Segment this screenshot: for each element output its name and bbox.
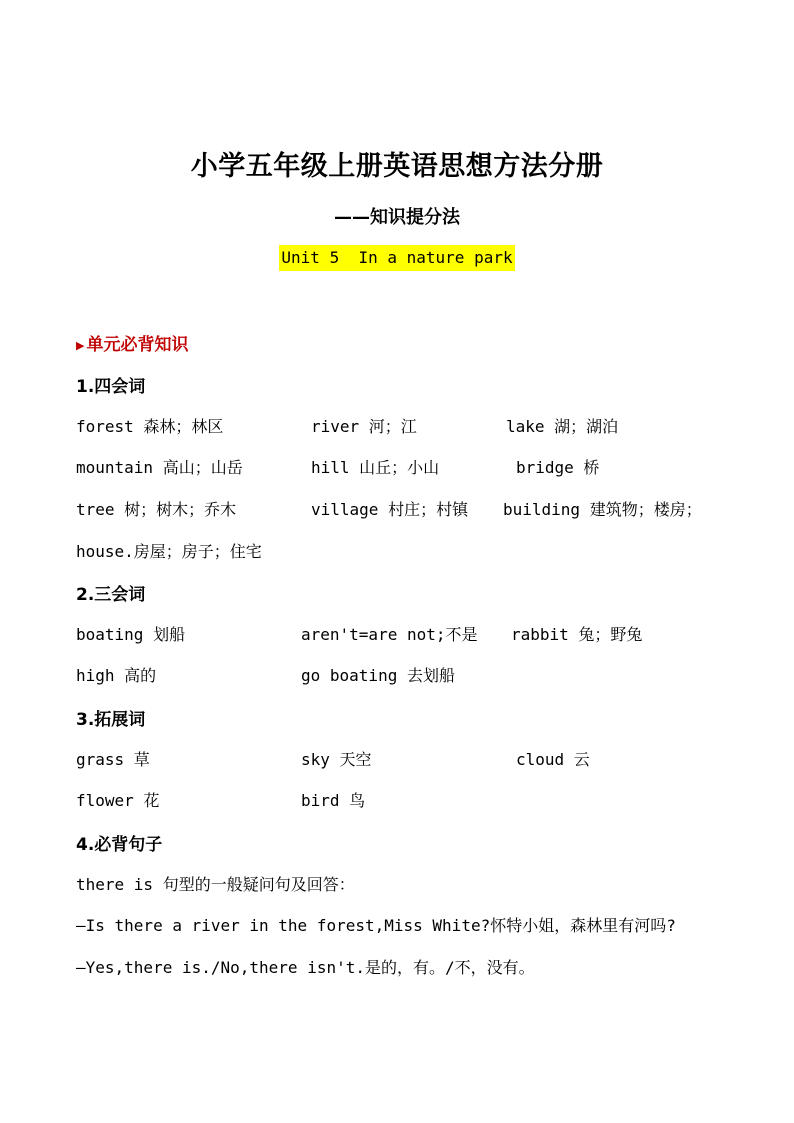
sentence-question: —Is there a river in the forest,Miss White?怀特小姐，森林里有河吗? bbox=[76, 916, 676, 935]
vocab-item: tree 树；树木；乔木 bbox=[76, 500, 237, 519]
heading-three-skill-words: 2.三会词 bbox=[76, 585, 146, 605]
vocab-item: boating 划船 bbox=[76, 625, 186, 644]
vocab-item: bridge 桥 bbox=[516, 458, 600, 477]
vocab-row bbox=[0, 747, 794, 773]
vocab-item: house.房屋；房子；住宅 bbox=[76, 542, 262, 561]
vocab-row bbox=[0, 455, 794, 481]
vocab-row bbox=[0, 788, 794, 814]
unit-title-wrap bbox=[0, 245, 794, 271]
unit-title-highlight: Unit 5 In a nature park bbox=[279, 245, 514, 271]
vocab-item: go boating 去划船 bbox=[301, 666, 455, 685]
sentence-intro: there is 句型的一般疑问句及回答： bbox=[76, 875, 355, 894]
vocab-item: village 村庄；村镇 bbox=[311, 500, 469, 519]
vocab-item: river 河；江 bbox=[311, 417, 417, 436]
vocab-row bbox=[0, 414, 794, 440]
vocab-item: rabbit 兔；野兔 bbox=[511, 625, 643, 644]
vocab-item: building 建筑物；楼房； bbox=[503, 500, 702, 519]
document-title: 小学五年级上册英语思想方法分册 bbox=[190, 151, 604, 182]
vocab-item: bird 鸟 bbox=[301, 791, 366, 810]
vocab-item: hill 山丘；小山 bbox=[311, 458, 440, 477]
heading-four-skill-words: 1.四会词 bbox=[76, 377, 146, 397]
section-heading bbox=[76, 330, 188, 355]
sentence-answer: —Yes,there is./No,there isn't.是的，有。/不，没有。 bbox=[76, 958, 535, 977]
vocab-item: sky 天空 bbox=[301, 750, 372, 769]
vocab-item: cloud 云 bbox=[516, 750, 590, 769]
vocab-item: mountain 高山；山岳 bbox=[76, 458, 243, 477]
section-label: 单元必背知识 bbox=[86, 335, 189, 355]
document-subtitle: ——知识提分法 bbox=[334, 207, 460, 228]
heading-extended-words: 3.拓展词 bbox=[76, 710, 146, 730]
vocab-row bbox=[0, 622, 794, 648]
vocab-item: grass 草 bbox=[76, 750, 150, 769]
vocab-row bbox=[0, 539, 794, 565]
heading-key-sentences: 4.必背句子 bbox=[76, 835, 163, 855]
vocab-item: forest 森林；林区 bbox=[76, 417, 224, 436]
vocab-row bbox=[0, 497, 794, 523]
vocab-item: flower 花 bbox=[76, 791, 160, 810]
vocab-item: aren't=are not;不是 bbox=[301, 625, 478, 644]
vocab-item: lake 湖；湖泊 bbox=[506, 417, 619, 436]
triangle-marker-icon: ▶ bbox=[76, 339, 85, 352]
vocab-item: high 高的 bbox=[76, 666, 157, 685]
vocab-row bbox=[0, 663, 794, 689]
